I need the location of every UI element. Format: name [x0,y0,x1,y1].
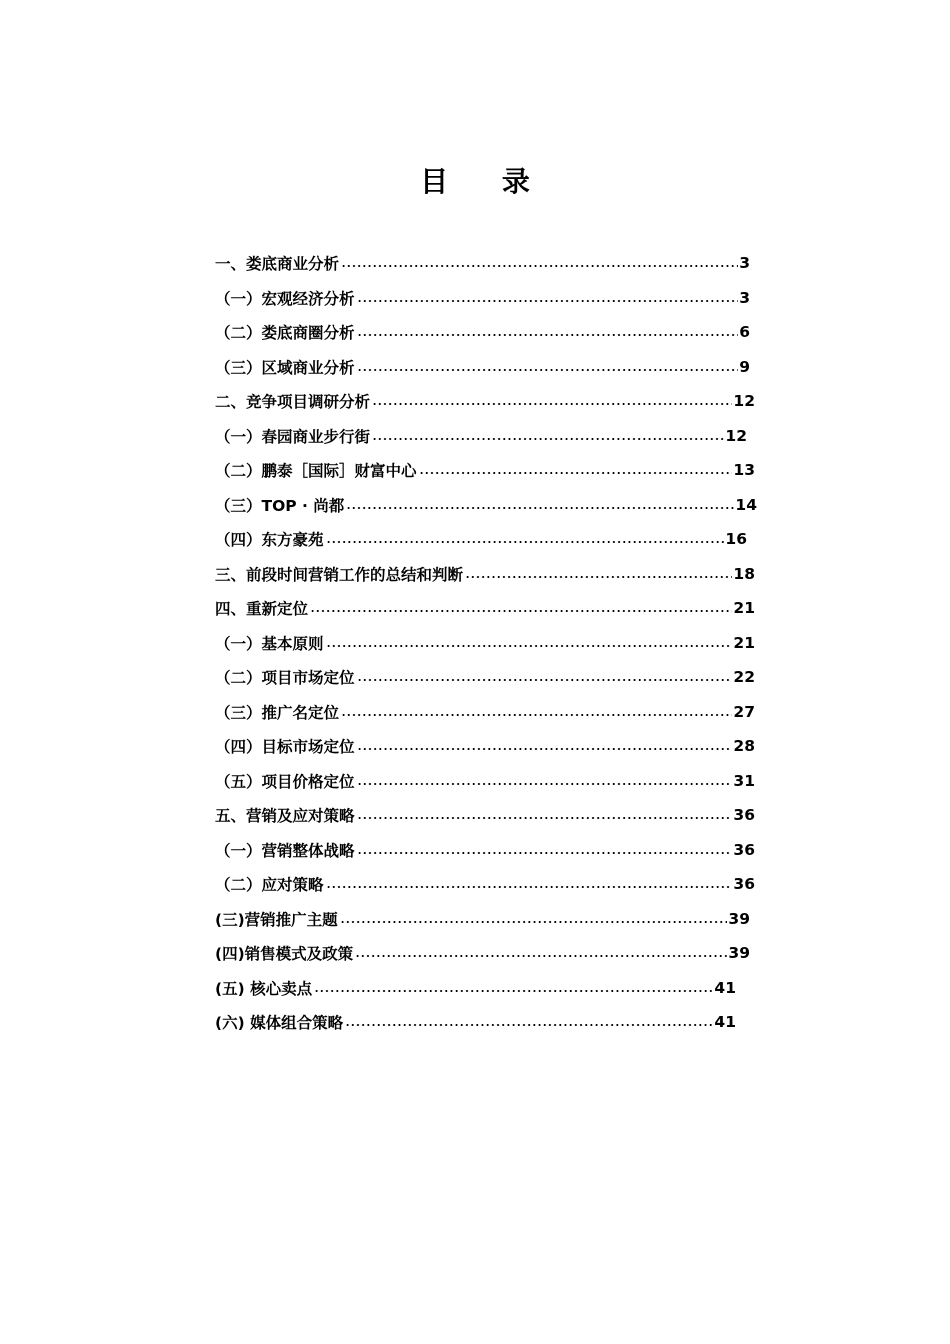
toc-entry[interactable] [215,695,755,729]
toc-entry-page: 12 [733,392,755,410]
toc-entry-page: 36 [733,840,755,859]
toc-entry-label: （二）娄底商圈分析 [215,324,355,342]
toc-leader-dots [340,920,728,924]
toc-entry-label: （二）项目市场定位 [215,669,355,687]
toc-leader-dots [310,609,732,613]
toc-entry[interactable] [215,488,757,522]
toc-leader-dots [357,678,733,682]
toc-entry-label: 四、重新定位 [215,600,309,618]
toc-entry[interactable] [215,591,755,625]
toc-entry-page: 21 [733,633,755,652]
toc-entry-label: (五) 核心卖点 [215,979,313,998]
toc-leader-dots [326,885,733,889]
toc-entry-label: （一）营销整体战略 [215,841,355,860]
toc-leader-dots [357,816,733,820]
toc-entry[interactable] [215,798,755,832]
toc-entry-page: 9 [739,357,750,376]
toc-entry-label: （一）春园商业步行街 [215,427,371,446]
toc-entry-page: 18 [733,564,755,583]
toc-leader-dots [357,368,739,372]
toc-entry[interactable] [215,833,755,867]
toc-entry[interactable] [215,384,755,418]
toc-entry[interactable] [215,246,750,280]
toc-entry[interactable] [215,936,750,970]
toc-entry-page: 36 [733,875,755,893]
toc-leader-dots [326,644,733,648]
toc-entry[interactable] [215,764,755,798]
toc-leader-dots [372,437,724,441]
toc-entry-page: 39 [728,944,750,962]
toc-entry-label: （三）推广名定位 [215,703,340,722]
toc-entry-label: （二）鹏泰［国际］财富中心 [215,462,417,480]
toc-entry[interactable] [215,729,755,763]
toc-entry-page: 27 [733,702,755,721]
toc-entry-page: 16 [725,530,747,548]
toc-entry-page: 41 [714,1013,736,1031]
toc-leader-dots [326,540,725,544]
toc-entry-label: (三)营销推广主题 [215,910,338,929]
toc-entry-label: (四)销售模式及政策 [215,945,354,963]
toc-entry-label: （二）应对策略 [215,876,324,894]
toc-entry[interactable] [215,626,755,660]
toc-entry[interactable] [215,522,747,556]
toc-leader-dots [341,264,738,268]
toc-entry-page: 28 [733,737,755,755]
toc-entry[interactable] [215,419,747,453]
toc-entry[interactable] [215,1005,736,1039]
toc-entry-label: （一）宏观经济分析 [215,289,355,308]
toc-entry-page: 3 [739,288,750,307]
toc-entry[interactable] [215,971,736,1005]
toc-entry-label: （三）TOP · 尚都 [215,496,345,515]
toc-leader-dots [357,747,733,751]
toc-leader-dots [314,989,713,993]
toc-entry-label: 二、竞争项目调研分析 [215,393,371,411]
toc-entry-label: （五）项目价格定位 [215,772,355,791]
toc-entry[interactable] [215,660,755,694]
toc-leader-dots [465,575,732,579]
toc-entry-label: （四）东方豪苑 [215,531,324,549]
toc-leader-dots [357,299,739,303]
toc-entry[interactable] [215,315,750,349]
toc-entry[interactable] [215,350,750,384]
toc-entry-page: 41 [714,978,736,997]
toc-entry-page: 3 [739,254,750,272]
toc-entry[interactable] [215,867,755,901]
toc-entry-label: 一、娄底商业分析 [215,255,340,273]
toc-entry-label: (六) 媒体组合策略 [215,1014,344,1032]
toc-entry[interactable] [215,281,750,315]
toc-entry-label: （四）目标市场定位 [215,738,355,756]
toc-entry-page: 13 [733,461,755,479]
toc-entry-page: 12 [725,426,747,445]
toc-leader-dots [355,954,727,958]
toc-entry-page: 14 [735,495,757,514]
toc-leader-dots [357,333,739,337]
toc-leader-dots [419,471,733,475]
toc-leader-dots [341,713,732,717]
toc-leader-dots [345,1023,713,1027]
toc-entry-page: 39 [728,909,750,928]
toc-entry[interactable] [215,557,755,591]
toc-leader-dots [357,851,733,855]
toc-entry-label: （一）基本原则 [215,634,324,653]
toc-entry-label: 五、营销及应对策略 [215,807,355,825]
toc-entry-label: 三、前段时间营销工作的总结和判断 [215,565,464,584]
toc-entry[interactable] [215,902,750,936]
toc-entry-page: 36 [733,806,755,824]
toc-leader-dots [372,402,732,406]
toc-leader-dots [357,782,733,786]
toc-entry-page: 6 [739,323,750,341]
toc-entry-page: 22 [733,668,755,686]
toc-leader-dots [346,506,734,510]
toc-entry-label: （三）区域商业分析 [215,358,355,377]
page-title: 目 录 [420,165,552,198]
toc-entry-page: 31 [733,771,755,790]
toc-entry[interactable] [215,453,755,487]
toc-entry-page: 21 [733,599,755,617]
